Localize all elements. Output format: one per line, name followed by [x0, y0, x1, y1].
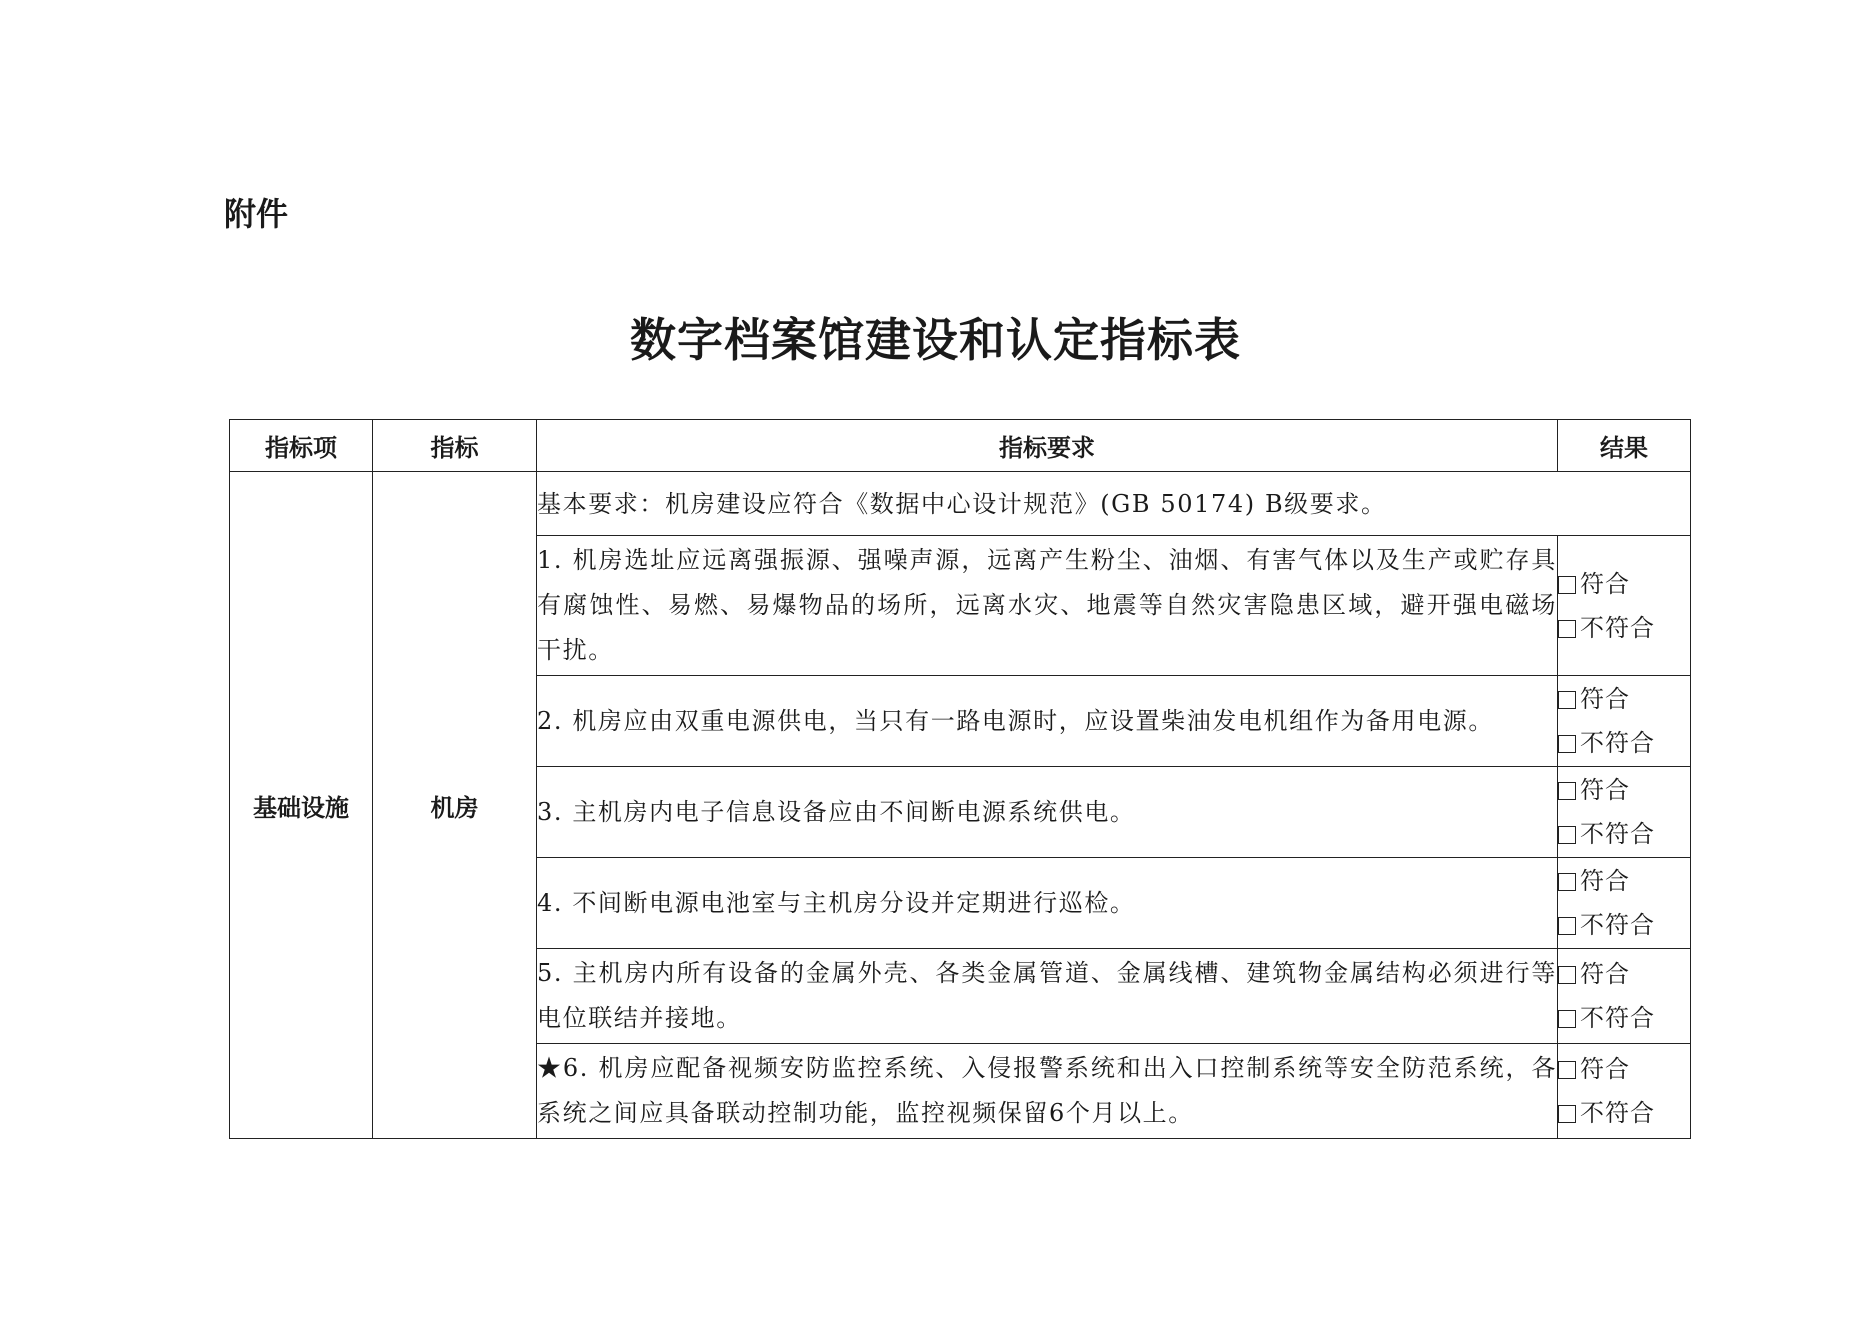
option-label: 符合 — [1580, 569, 1630, 598]
nonconform-option[interactable] — [1558, 812, 1690, 856]
nonconform-option[interactable] — [1558, 1091, 1690, 1135]
result-cell — [1558, 949, 1691, 1044]
option-label: 符合 — [1580, 960, 1630, 988]
result-cell — [1558, 858, 1691, 949]
document-title: 数字档案馆建设和认定指标表 — [630, 313, 1241, 367]
result-cell — [1558, 767, 1691, 858]
conform-option[interactable] — [1558, 952, 1690, 996]
checkbox-icon[interactable] — [1558, 1105, 1576, 1123]
conform-option[interactable] — [1558, 1047, 1690, 1091]
table-header-row — [230, 420, 1691, 472]
checkbox-icon[interactable] — [1558, 826, 1576, 844]
checkbox-icon[interactable] — [1558, 576, 1576, 594]
header-requirement: 指标要求 — [537, 420, 1558, 472]
option-label: 符合 — [1580, 776, 1630, 804]
requirement-text: ★6. 机房应配备视频安防监控系统、入侵报警系统和出入口控制系统等安全防范系统，各系统之间应具备联动控制功能，监控视频保留6个月以上。 — [537, 1044, 1558, 1139]
result-cell — [1558, 676, 1691, 767]
header-item: 指标项 — [230, 420, 373, 472]
category-cell: 基础设施 — [230, 472, 373, 1139]
option-label: 不符合 — [1580, 1004, 1655, 1032]
requirement-text: 2. 机房应由双重电源供电，当只有一路电源时，应设置柴油发电机组作为备用电源。 — [537, 676, 1558, 767]
result-cell — [1558, 1044, 1691, 1139]
requirement-text: 5. 主机房内所有设备的金属外壳、各类金属管道、金属线槽、建筑物金属结构必须进行等电位联结并接地。 — [537, 949, 1558, 1044]
requirement-text: 3. 主机房内电子信息设备应由不间断电源系统供电。 — [537, 767, 1558, 858]
nonconform-option[interactable] — [1558, 996, 1690, 1040]
checkbox-icon[interactable] — [1558, 1010, 1576, 1028]
checkbox-icon[interactable] — [1558, 917, 1576, 935]
nonconform-option[interactable] — [1558, 903, 1690, 947]
option-label: 符合 — [1580, 1055, 1630, 1083]
option-label: 不符合 — [1580, 911, 1655, 939]
checkbox-icon[interactable] — [1558, 691, 1576, 709]
conform-option[interactable] — [1558, 768, 1690, 812]
conform-option[interactable] — [1558, 677, 1690, 721]
attachment-label: 附件 — [224, 195, 289, 233]
checkbox-icon[interactable] — [1558, 620, 1576, 638]
basic-requirement: 基本要求：机房建设应符合《数据中心设计规范》(GB 50174) B级要求。 — [537, 472, 1691, 536]
header-result: 结果 — [1558, 420, 1691, 472]
checkbox-icon[interactable] — [1558, 966, 1576, 984]
requirement-text: 4. 不间断电源电池室与主机房分设并定期进行巡检。 — [537, 858, 1558, 949]
option-label: 不符合 — [1580, 1099, 1655, 1127]
conform-option[interactable] — [1558, 859, 1690, 903]
option-label: 不符合 — [1580, 820, 1655, 848]
result-cell — [1558, 536, 1691, 676]
indicator-table — [229, 419, 1691, 1139]
option-label: 不符合 — [1580, 613, 1655, 642]
requirement-text: 1. 机房选址应远离强振源、强噪声源，远离产生粉尘、油烟、有害气体以及生产或贮存具有腐蚀性、易燃、易爆物品的场所，远离水灾、地震等自然灾害隐患区域，避开强电磁场干扰。 — [537, 536, 1558, 676]
header-indicator: 指标 — [373, 420, 537, 472]
table-row-basic — [230, 472, 1691, 536]
option-label: 不符合 — [1580, 729, 1655, 757]
option-label: 符合 — [1580, 867, 1630, 895]
checkbox-icon[interactable] — [1558, 873, 1576, 891]
checkbox-icon[interactable] — [1558, 735, 1576, 753]
nonconform-option[interactable] — [1558, 606, 1690, 650]
option-label: 符合 — [1580, 685, 1630, 713]
checkbox-icon[interactable] — [1558, 782, 1576, 800]
conform-option[interactable] — [1558, 562, 1690, 606]
indicator-cell: 机房 — [373, 472, 537, 1139]
checkbox-icon[interactable] — [1558, 1061, 1576, 1079]
nonconform-option[interactable] — [1558, 721, 1690, 765]
